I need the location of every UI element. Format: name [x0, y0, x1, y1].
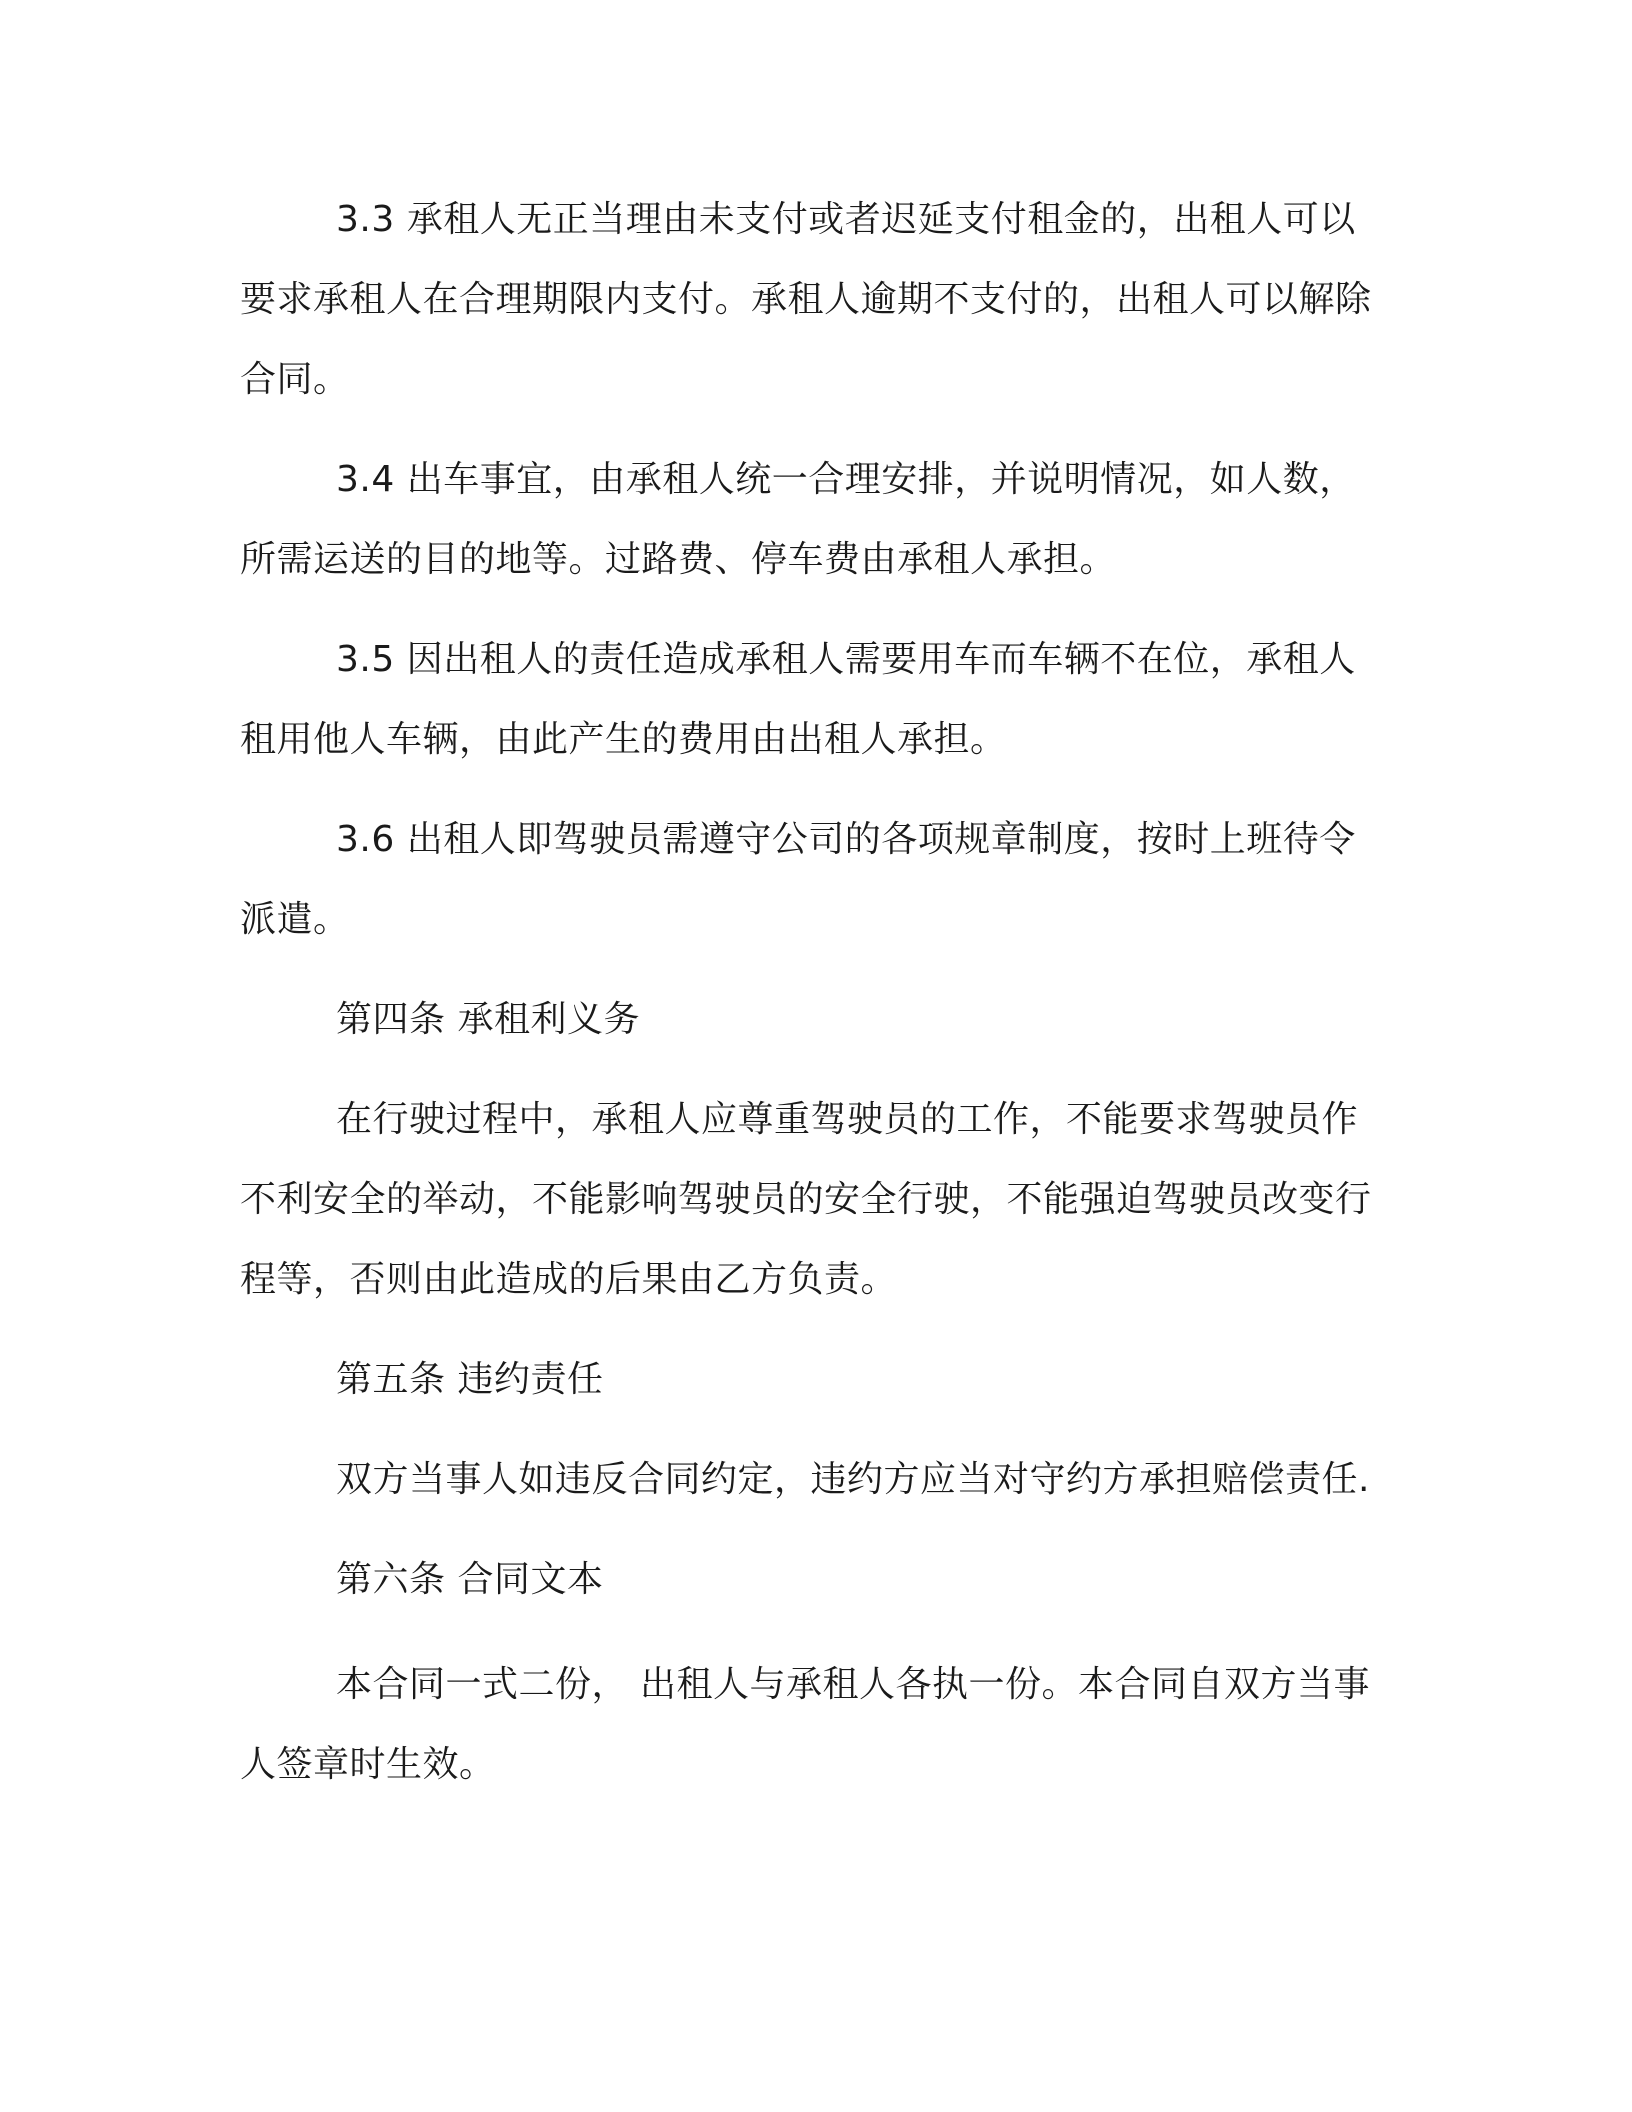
clause-3-3: 3.3 承租人无正当理由未支付或者迟延支付租金的，出租人可以要求承租人在合理期限内支付。承租人逾期不支付的，出租人可以解除合同。 — [240, 199, 1372, 400]
clause-3-6: 3.6 出租人即驾驶员需遵守公司的各项规章制度，按时上班待令派遣。 — [240, 819, 1356, 940]
article-5-heading: 第五条 违约责任 — [336, 1359, 604, 1400]
article-4-body: 在行驶过程中，承租人应尊重驾驶员的工作，不能要求驾驶员作不利安全的举动，不能影响驾驶员的安全行驶，不能强迫驾驶员改变行程等，否则由此造成的后果由乙方负责。 — [240, 1099, 1372, 1300]
article-4-heading: 第四条 承租利义务 — [336, 999, 640, 1040]
article-5-body: 双方当事人如违反合同约定，违约方应当对守约方承担赔偿责任. — [336, 1459, 1370, 1500]
article-6-body: 本合同一式二份， 出租人与承租人各执一份。本合同自双方当事人签章时生效。 — [240, 1664, 1370, 1785]
article-6-heading: 第六条 合同文本 — [336, 1559, 604, 1600]
clause-3-5: 3.5 因出租人的责任造成承租人需要用车而车辆不在位，承租人租用他人车辆，由此产生的费用由出租人承担。 — [240, 639, 1356, 760]
clause-3-4: 3.4 出车事宜，由承租人统一合理安排，并说明情况，如人数，所需运送的目的地等。过路费、停车费由承租人承担。 — [240, 459, 1356, 580]
